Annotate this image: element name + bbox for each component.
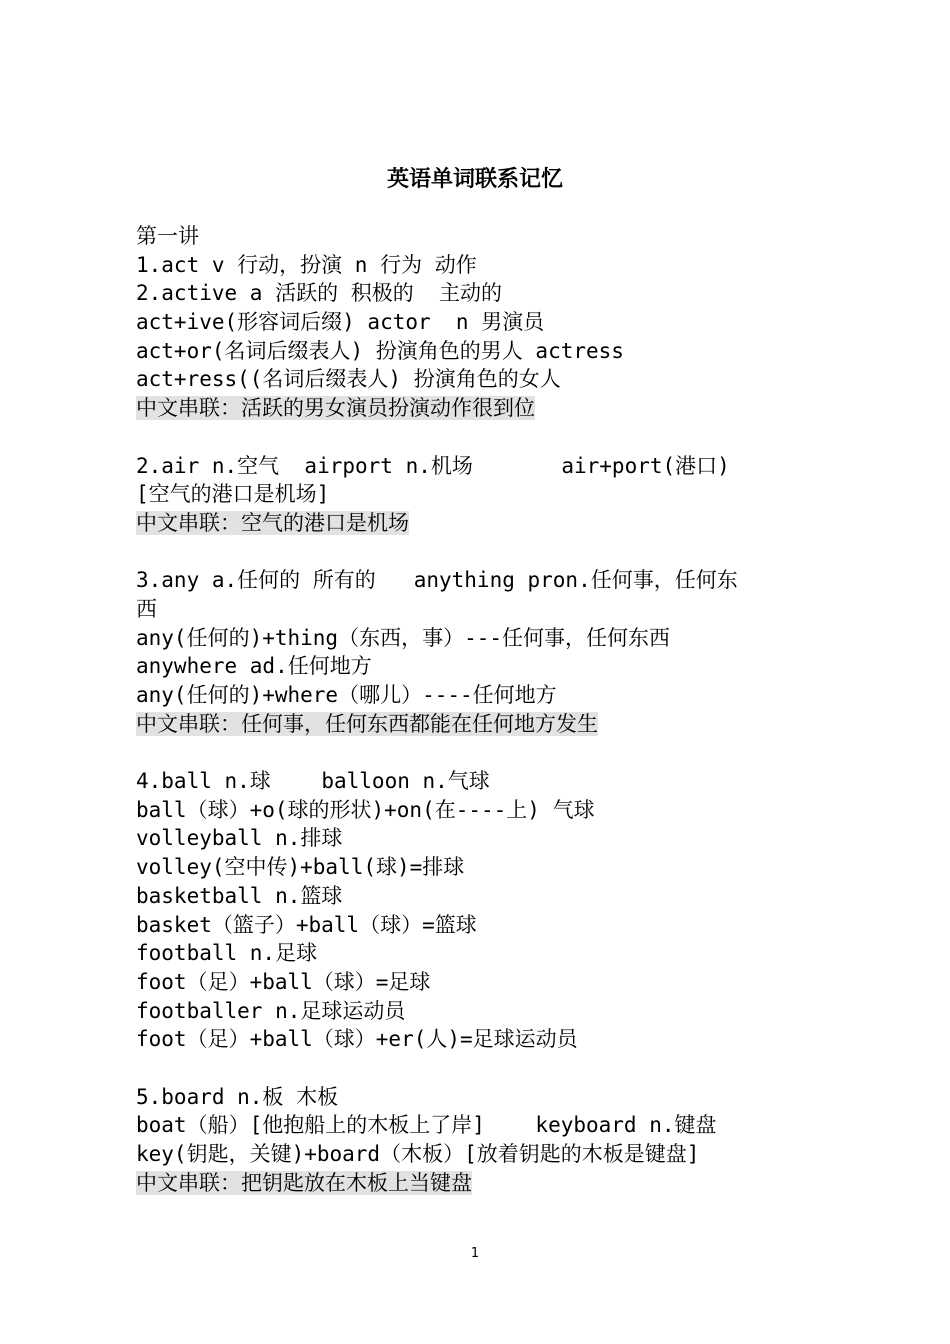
body-line: [136, 1140, 826, 1169]
body-line: [136, 681, 826, 710]
body-line: [136, 595, 826, 624]
body-line: [136, 882, 826, 911]
line-text: 3.any a.任何的 所有的 anything pron.任何事，任何东: [136, 568, 738, 593]
line-text: key(钥匙，关键)+board（木板）[放着钥匙的木板是键盘]: [136, 1142, 700, 1166]
line-text: any(任何的)+where（哪儿）----任何地方: [136, 683, 557, 707]
line-text: footballer n.足球运动员: [136, 998, 406, 1023]
body-line: [136, 624, 826, 653]
body-line: [136, 853, 826, 882]
line-text: 5.board n.板 木板: [136, 1084, 339, 1109]
body-line: [136, 566, 826, 595]
body-line: [136, 652, 826, 681]
line-text: 2.active a 活跃的 积极的 主动的: [136, 281, 503, 306]
body-line: [136, 968, 826, 997]
line-text: 第一讲: [136, 224, 199, 248]
line-text: [空气的港口是机场]: [136, 482, 330, 507]
body-line: [136, 337, 826, 366]
line-text: foot（足）+ball（球）=足球: [136, 969, 431, 994]
chinese-summary-highlight: 中文串联：任何事，任何东西都能在任何地方发生: [136, 711, 598, 736]
body-line: [136, 222, 826, 251]
blank-line: [136, 423, 826, 452]
line-text: 西: [136, 596, 157, 621]
line-text: 1.act v 行动，扮演 n 行为 动作: [136, 252, 477, 277]
line-text: volleyball n.排球: [136, 826, 343, 851]
line-text: basketball n.篮球: [136, 883, 343, 908]
body-line-highlighted: [136, 710, 826, 739]
body-line: [136, 1025, 826, 1054]
line-text: 2.air n.空气 airport n.机场 air+port(港口): [136, 453, 730, 478]
body-line: [136, 251, 826, 280]
body-line: [136, 939, 826, 968]
blank-line: [136, 1054, 826, 1083]
line-text: basket（篮子）+ball（球）=篮球: [136, 912, 477, 937]
line-text: act+ive(形容词后缀) actor n 男演员: [136, 310, 545, 335]
chinese-summary-highlight: 中文串联：空气的港口是机场: [136, 510, 409, 535]
blank-line: [136, 738, 826, 767]
line-text: any(任何的)+thing（东西，事）---任何事，任何东西: [136, 625, 671, 650]
body-line: [136, 279, 826, 308]
body-line: [136, 796, 826, 825]
body-line: [136, 911, 826, 940]
line-text: boat（船）[他抱船上的木板上了岸] keyboard n.键盘: [136, 1113, 717, 1138]
body-line-highlighted: [136, 509, 826, 538]
line-text: 4.ball n.球 balloon n.气球: [136, 769, 490, 794]
page-number: 1: [470, 1246, 480, 1261]
line-text: volley(空中传)+ball(球)=排球: [136, 855, 465, 880]
body-line: [136, 308, 826, 337]
body-line-highlighted: [136, 394, 826, 423]
line-text: anywhere ad.任何地方: [136, 654, 372, 679]
line-text: football n.足球: [136, 941, 318, 966]
body-line: [136, 452, 826, 481]
line-text: act+or(名词后缀表人) 扮演角色的男人 actress: [136, 338, 624, 363]
chinese-summary-highlight: 中文串联：活跃的男女演员扮演动作很到位: [136, 396, 535, 421]
body-line: [136, 1111, 826, 1140]
body-line: [136, 997, 826, 1026]
document-body: [136, 222, 826, 1197]
body-line: [136, 824, 826, 853]
body-line: [136, 365, 826, 394]
body-line: [136, 767, 826, 796]
document-title: 英语单词联系记忆: [386, 167, 563, 192]
line-text: act+ress((名词后缀表人) 扮演角色的女人: [136, 367, 561, 392]
line-text: ball（球）+o(球的形状)+on(在----上) 气球: [136, 797, 595, 822]
chinese-summary-highlight: 中文串联：把钥匙放在木板上当键盘: [136, 1170, 472, 1195]
blank-line: [136, 538, 826, 567]
line-text: foot（足）+ball（球）+er(人)=足球运动员: [136, 1027, 578, 1052]
body-line: [136, 1083, 826, 1112]
body-line: [136, 480, 826, 509]
body-line-highlighted: [136, 1169, 826, 1198]
